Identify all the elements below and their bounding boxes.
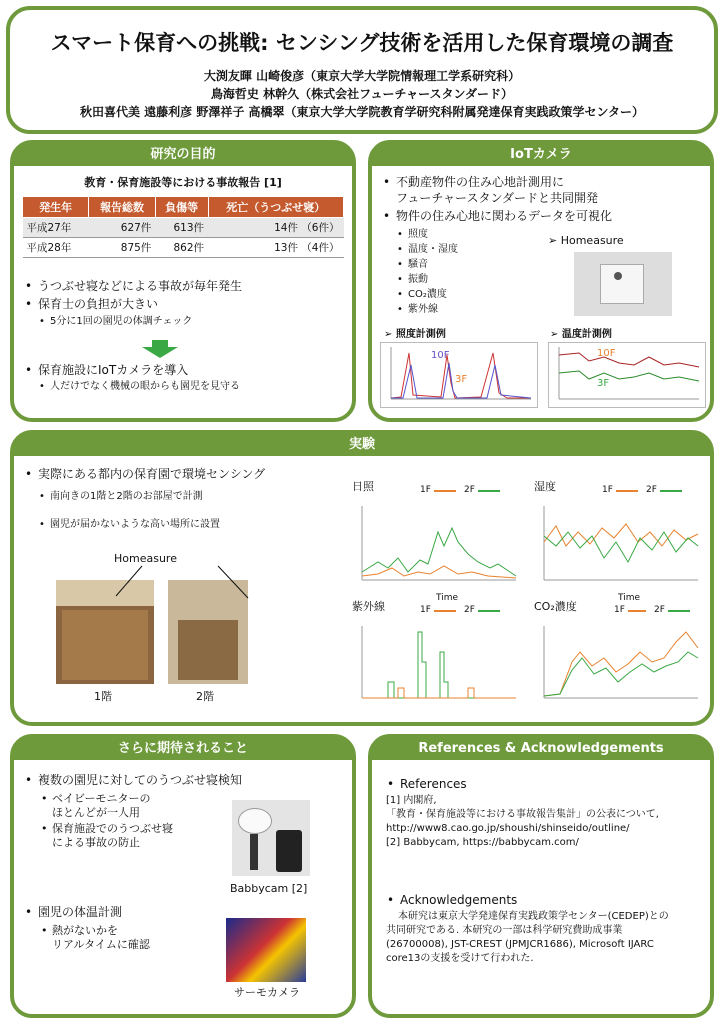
col-death: 死亡（うつぶせ寝） [208,197,344,218]
babbycam-photo [232,800,310,876]
ref-heading: • References [400,776,467,792]
ack-line: (26700008), JST-CREST (JPMJCR1686), Microsoft IJARC [386,939,654,950]
temp-example-title: ➢ 温度計測例 [550,329,612,340]
homeasure-photo [574,252,672,316]
series-label-3f: 3F [597,378,610,389]
x-axis-label: Time [618,593,641,603]
homeasure-label: ➢ Homeasure [548,234,624,247]
accident-table [22,196,344,258]
future-panel [10,734,356,1018]
table-caption: 教育・保育施設等における事故報告 [1] [84,176,282,189]
lux-example-title: ➢ 照度計測例 [384,329,446,340]
bullet: • 複数の園児に対してのうつぶせ寝検知 [38,772,242,788]
thermo-camera-image [226,918,306,982]
legend-1f: 1F [420,485,431,495]
arrow-down-icon [140,340,180,358]
bullet: • 物件の住み心地に関わるデータを可視化 [396,208,612,224]
bullet: • うつぶせ寝などによる事故が毎年発生 [38,278,242,294]
bullet-cont: フューチャースタンダードと共同開発 [396,191,598,205]
humidity-chart [530,480,702,606]
co2-chart [530,600,702,726]
col-year: 発生年 [23,197,89,218]
floor-2-label: 2階 [196,690,214,703]
table-cell: 14件 （6件） [208,218,344,238]
temperature-chart-svg [549,343,705,407]
author-line-2: 鳥海哲史 林幹久（株式会社フューチャースタンダード） [210,87,514,101]
col-injury: 負傷等 [155,197,208,218]
ack-line: 本研究は東京大学発達保育実践政策学センター(CEDEP)との [398,911,669,922]
humidity-chart-svg [530,502,702,598]
author-line-1: 大渕友暉 山崎俊彦（東京大学大学院情報理工学系研究科） [203,69,521,83]
author-line-3: 秋田喜代美 遠藤利彦 野澤祥子 高橋翠（東京大学大学院教育学研究科附属発達保育実践政策学センター） [79,105,645,119]
uv-chart-svg [348,622,520,718]
chart-title: CO₂濃度 [534,600,577,613]
item: • 騒音 [408,258,428,271]
sub-bullet-cont: ほとんどが一人用 [52,806,140,819]
table-cell: 613件 [155,218,208,238]
series-label-10f: 10F [597,348,616,359]
references-header: References & Acknowledgements [372,738,710,760]
table-cell: 862件 [155,238,208,258]
sub-bullet: • 熱がないかを [52,924,118,938]
experiment-header: 実験 [14,434,710,456]
legend-2f: 2F [646,485,657,495]
col-total: 報告総数 [89,197,155,218]
sunlight-chart [348,480,520,606]
ack-heading: • Acknowledgements [400,892,517,908]
uv-chart [348,600,520,726]
references-panel [368,734,714,1018]
series-label-3f: 3F [455,374,468,385]
sub-bullet: • 園児が届かないような高い場所に設置 [50,518,220,531]
babbycam-caption: Babbycam [2] [230,882,308,895]
thermo-caption: サーモカメラ [234,986,300,999]
title-panel [6,6,718,134]
table-cell: 627件 [89,218,155,238]
legend-2f: 2F [464,485,475,495]
future-header: さらに期待されること [14,738,352,760]
sub-bullet-cont: リアルタイムに確認 [52,938,150,951]
floor-1-label: 1階 [94,690,112,703]
bullet: • 実際にある都内の保育園で環境センシング [38,466,265,482]
chart-title: 紫外線 [352,600,385,613]
homeasure-label: Homeasure [114,552,177,565]
experiment-panel [10,430,714,726]
item: • 紫外線 [408,303,438,316]
lux-chart [380,342,538,408]
ack-line: 共同研究である. 本研究の一部は科学研究費助成事業 [386,925,623,936]
sub-bullet: • ベイビーモニターの [52,792,151,806]
bullet: • 園児の体温計測 [38,904,122,920]
ack-line: core13の支援を受けて行われた. [386,953,534,964]
co2-chart-svg [530,622,702,718]
item: • CO₂濃度 [408,288,447,301]
chart-title: 日照 [352,480,374,493]
sub-bullet: • 南向きの1階と2階のお部屋で計測 [50,490,203,503]
reference-item: 「教育・保育施設等における事故報告集計」の公表について, [386,809,659,820]
legend-2f: 2F [464,605,475,615]
legend-2f: 2F [654,605,665,615]
reference-item: [1] 内閣府, [386,795,437,806]
table-cell: 875件 [89,238,155,258]
bullet: • 保育施設にIoTカメラを導入 [38,362,188,378]
reference-link[interactable]: http://www8.cao.go.jp/shoushi/shinseido/outline/ [386,823,630,834]
sunlight-chart-svg [348,502,520,598]
purpose-header: 研究の目的 [14,144,352,166]
series-label-10f: 10F [431,350,450,361]
reference-item: [2] Babbycam, https://babbycam.com/ [386,837,579,848]
table-cell: 平成27年 [23,218,89,238]
sub-bullet: • 保育施設でのうつぶせ寝 [52,822,173,836]
legend-1f: 1F [602,485,613,495]
chart-title: 湿度 [534,480,556,493]
x-axis-label: Time [436,593,459,603]
legend-1f: 1F [420,605,431,615]
sub-bullet: • 人だけでなく機械の眼からも園児を見守る [50,380,240,393]
item: • 温度・湿度 [408,243,458,256]
purpose-panel [10,140,356,422]
table-cell: 平成28年 [23,238,89,258]
iot-header: IoTカメラ [372,144,710,166]
bullet: • 保育士の負担が大きい [38,296,158,312]
bullet: • 不動産物件の住み心地計測用に [396,174,564,190]
pointer-arrow [102,564,262,604]
legend-1f: 1F [614,605,625,615]
poster-title: スマート保育への挑戦: センシング技術を活用した保育環境の調査 [50,31,674,55]
temperature-chart [548,342,706,408]
item: • 照度 [408,228,428,241]
sub-bullet-cont: による事故の防止 [52,836,140,849]
sub-bullet: • 5分に1回の園児の体調チェック [50,315,192,328]
item: • 振動 [408,273,428,286]
iot-panel [368,140,714,422]
table-cell: 13件 （4件） [208,238,344,258]
